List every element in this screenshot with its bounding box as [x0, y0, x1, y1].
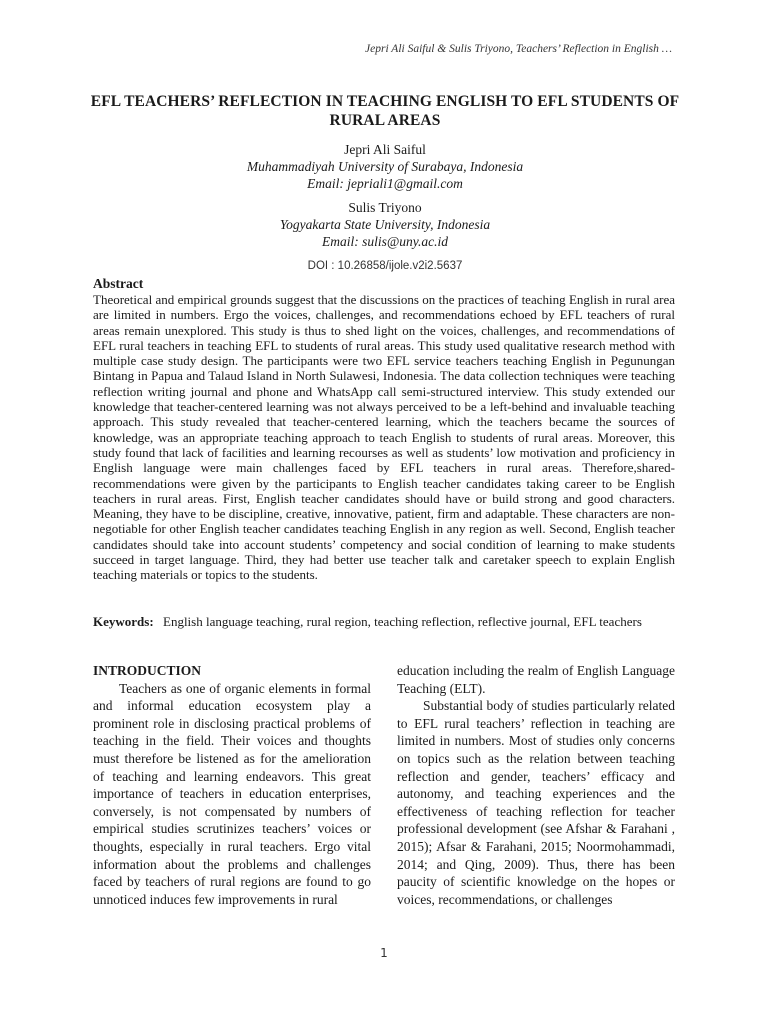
keywords-text: English language teaching, rural region, teaching reflection, reflective journal, EFL teachers — [163, 614, 642, 629]
page-number: 1 — [380, 946, 388, 960]
introduction-paragraph-1: Teachers as one of organic elements in formal and informal education ecosystem play a prominent role in disclosing practical problems of teaching in the field. Their voices and thoughts must therefore be listened as for the amelioration of teaching and learning endeavors. This great importance of teachers in education enterprises, conversely, is not compensated by numbers of empirical studies scrutinizes teachers’ voices or thoughts, especially in rural teachers. Ergo vital information about the problems and challenges faced by teachers of rural regions are found to go unnoticed induces few improvements in rural — [93, 680, 371, 907]
introduction-heading: INTRODUCTION — [93, 663, 202, 678]
introduction-paragraph-2: Substantial body of studies particularly related to EFL rural teachers’ reflection in teaching are limited in numbers. Most of studies only concerns on topics such as the relation between teaching reflection and gender, teachers’ efficacy and autonomy, and teaching experiences and the effectiveness of teaching reflection for teacher professional development (see Afshar & Farahani , 2015); Afsar & Farahani, 2015; Noormohammadi, 2014; and Qing, 2009). Thus, there has been paucity of scientific knowledge on the hopes or voices, recommendations, or challenges — [397, 698, 675, 907]
left-column — [93, 662, 371, 908]
author-affiliation: Muhammadiyah University of Surabaya, Indonesia — [246, 159, 524, 174]
author-email: Email: jepriali1@gmail.com — [307, 176, 463, 191]
running-head: Jepri Ali Saiful & Sulis Triyono, Teachers’ Reflection in English … — [365, 43, 672, 55]
keywords-block — [93, 614, 675, 630]
keywords-label: Keywords: — [93, 614, 154, 629]
author-affiliation: Yogyakarta State University, Indonesia — [279, 217, 491, 232]
doi-line: DOI : 10.26858/ijole.v2i2.5637 — [307, 260, 463, 272]
author-name: Sulis Triyono — [348, 200, 422, 215]
paper-title: EFL TEACHERS’ REFLECTION IN TEACHING ENGLISH TO EFL STUDENTS OF RURAL AREAS — [90, 93, 680, 129]
abstract-heading: Abstract — [93, 276, 144, 291]
right-column — [397, 662, 675, 908]
author-email: Email: sulis@uny.ac.id — [321, 234, 449, 249]
author-name: Jepri Ali Saiful — [344, 142, 426, 157]
abstract-text: Theoretical and empirical grounds suggest that the discussions on the practices of teaching English in rural area are limited in numbers. Ergo the voices, challenges, and recommendations echoed by EFL teachers of rural areas remain unexplored. This study is thus to shed light on the voices, challenges, and recommendations of EFL rural teachers in teaching EFL to students of rural areas. This study used qualitative research method with multiple case study design. The participants were two EFL service teachers teaching English in Pegunungan Bintang in Papua and Talaud Island in North Sulawesi, Indonesia. The data collection techniques were teaching reflection writing journal and phone and WhatsApp call semi-structured interview. This study extended our knowledge that teacher-centered learning was not always perceived to be a left-behind and invaluable teaching approach. This study revealed that teacher-centered learning, which the teachers became the sources of knowledge, was an appropriate teaching approach to teach English to students of rural areas. Moreover, this study found that lack of facilities and learning recourses as well as students’ low motivation and proficiency in English language were main challenges faced by EFL teachers in rural areas. Therefore,shared-recommendations were given by the participants to English teacher candidates taking career to be English teachers in rural areas. First, English teacher candidates should have or build strong and good characters. Meaning, they have to be discipline, creative, innovative, patient, firm and adaptable. These characters are non-negotiable for other English teacher candidates teaching English in any region as well. Second, English teacher candidates should take into account students’ competency and social condition of learning to make students succeed in target language. Third, they had better use teacher talk and caretaker speech to explain English teaching materials or topics to the students. — [93, 292, 675, 583]
author-block-2 — [80, 199, 690, 250]
author-block-1 — [80, 141, 690, 192]
introduction-paragraph-1-continued: education including the realm of English Language Teaching (ELT). — [397, 663, 675, 696]
